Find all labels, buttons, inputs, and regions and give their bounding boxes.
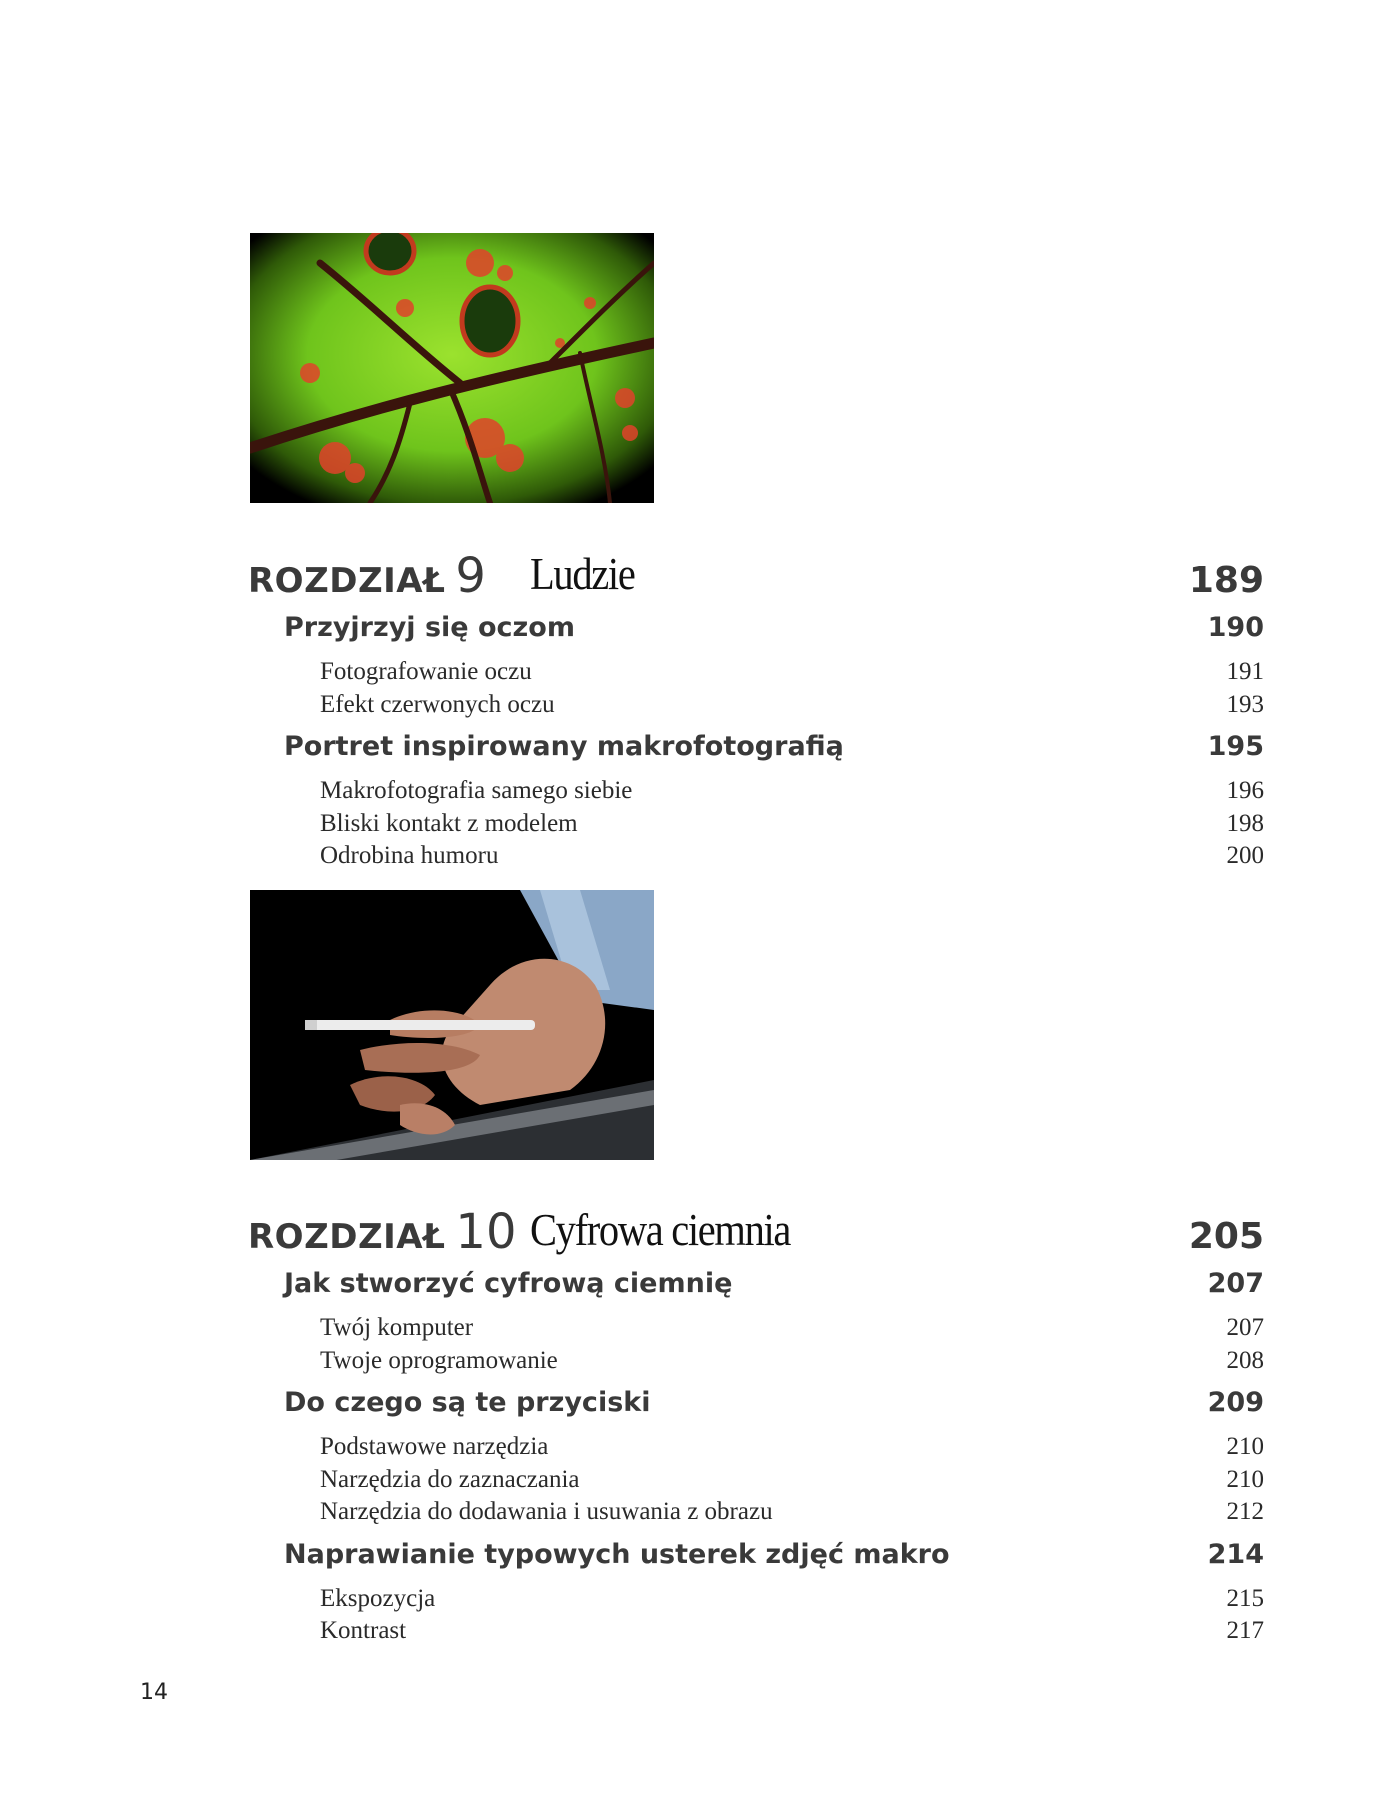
toc-subsection xyxy=(320,777,1264,810)
subsection-title: Odrobina humoru xyxy=(320,842,499,869)
subsection-title: Narzędzia do zaznaczania xyxy=(320,1465,580,1493)
toc-subsection xyxy=(320,1347,1264,1380)
chapter-heading xyxy=(248,1204,1264,1268)
leaf-macro-photo xyxy=(250,233,654,503)
toc-section xyxy=(284,612,1264,658)
section-page: 214 xyxy=(1207,1538,1264,1570)
subsection-page: 193 xyxy=(1226,690,1264,718)
chapter-title: Ludzie xyxy=(530,548,635,599)
toc-subsection xyxy=(320,1585,1264,1618)
section-page: 190 xyxy=(1207,612,1264,643)
subsection-title: Narzędzia do dodawania i usuwania z obrazu xyxy=(320,1498,773,1525)
toc-section xyxy=(284,731,1264,777)
subsection-page: 208 xyxy=(1226,1346,1264,1374)
subsection-page: 200 xyxy=(1226,842,1264,869)
chapter-number: 10 xyxy=(455,1204,517,1260)
toc-section xyxy=(284,1268,1264,1314)
toc-subsection xyxy=(320,1466,1264,1499)
toc-section xyxy=(284,1539,1264,1585)
subsection-page: 191 xyxy=(1226,658,1264,685)
subsection-title: Efekt czerwonych oczu xyxy=(320,690,555,718)
chapter-9-entry xyxy=(248,548,1264,875)
toc-subsection xyxy=(320,1617,1264,1650)
toc-subsection xyxy=(320,842,1264,875)
toc-subsection xyxy=(320,691,1264,724)
subsection-page: 198 xyxy=(1226,809,1264,837)
chapter-page: 205 xyxy=(1188,1216,1264,1257)
section-title: Portret inspirowany makrofotografią xyxy=(284,731,844,762)
chapter-label: ROZDZIAŁ xyxy=(248,1217,446,1257)
subsection-page: 210 xyxy=(1226,1433,1264,1460)
chapter-label: ROZDZIAŁ xyxy=(248,561,446,601)
toc-subsection xyxy=(320,1314,1264,1347)
toc-section xyxy=(284,1387,1264,1433)
subsection-title: Ekspozycja xyxy=(320,1584,436,1612)
chapter-10-entry xyxy=(248,1204,1264,1650)
section-page: 195 xyxy=(1207,731,1264,762)
section-page: 207 xyxy=(1207,1268,1264,1299)
section-title: Jak stworzyć cyfrową ciemnię xyxy=(284,1268,733,1299)
subsection-page: 212 xyxy=(1226,1498,1264,1525)
page-number: 14 xyxy=(140,1680,168,1705)
section-title: Naprawianie typowych usterek zdjęć makro xyxy=(284,1538,950,1570)
subsection-page: 217 xyxy=(1226,1617,1264,1644)
section-title: Do czego są te przyciski xyxy=(284,1387,651,1418)
chapter-title: Cyfrowa ciemnia xyxy=(530,1204,791,1255)
subsection-title: Kontrast xyxy=(320,1617,407,1644)
subsection-title: Bliski kontakt z modelem xyxy=(320,809,578,837)
subsection-title: Makrofotografia samego siebie xyxy=(320,777,633,804)
chapter-heading xyxy=(248,548,1264,612)
subsection-title: Twój komputer xyxy=(320,1314,474,1341)
subsection-title: Twoje oprogramowanie xyxy=(320,1346,558,1374)
subsection-page: 210 xyxy=(1226,1465,1264,1493)
chapter-number: 9 xyxy=(455,548,486,604)
toc-subsection xyxy=(320,1433,1264,1466)
section-page: 209 xyxy=(1207,1387,1264,1418)
subsection-page: 207 xyxy=(1226,1314,1264,1341)
subsection-title: Podstawowe narzędzia xyxy=(320,1433,549,1460)
hand-cigarette-photo xyxy=(250,890,654,1160)
toc-subsection xyxy=(320,810,1264,843)
subsection-page: 215 xyxy=(1226,1584,1264,1612)
subsection-page: 196 xyxy=(1226,777,1264,804)
chapter-page: 189 xyxy=(1188,560,1264,601)
subsection-title: Fotografowanie oczu xyxy=(320,658,532,685)
toc-subsection xyxy=(320,1498,1264,1531)
toc-subsection xyxy=(320,658,1264,691)
section-title: Przyjrzyj się oczom xyxy=(284,612,575,643)
